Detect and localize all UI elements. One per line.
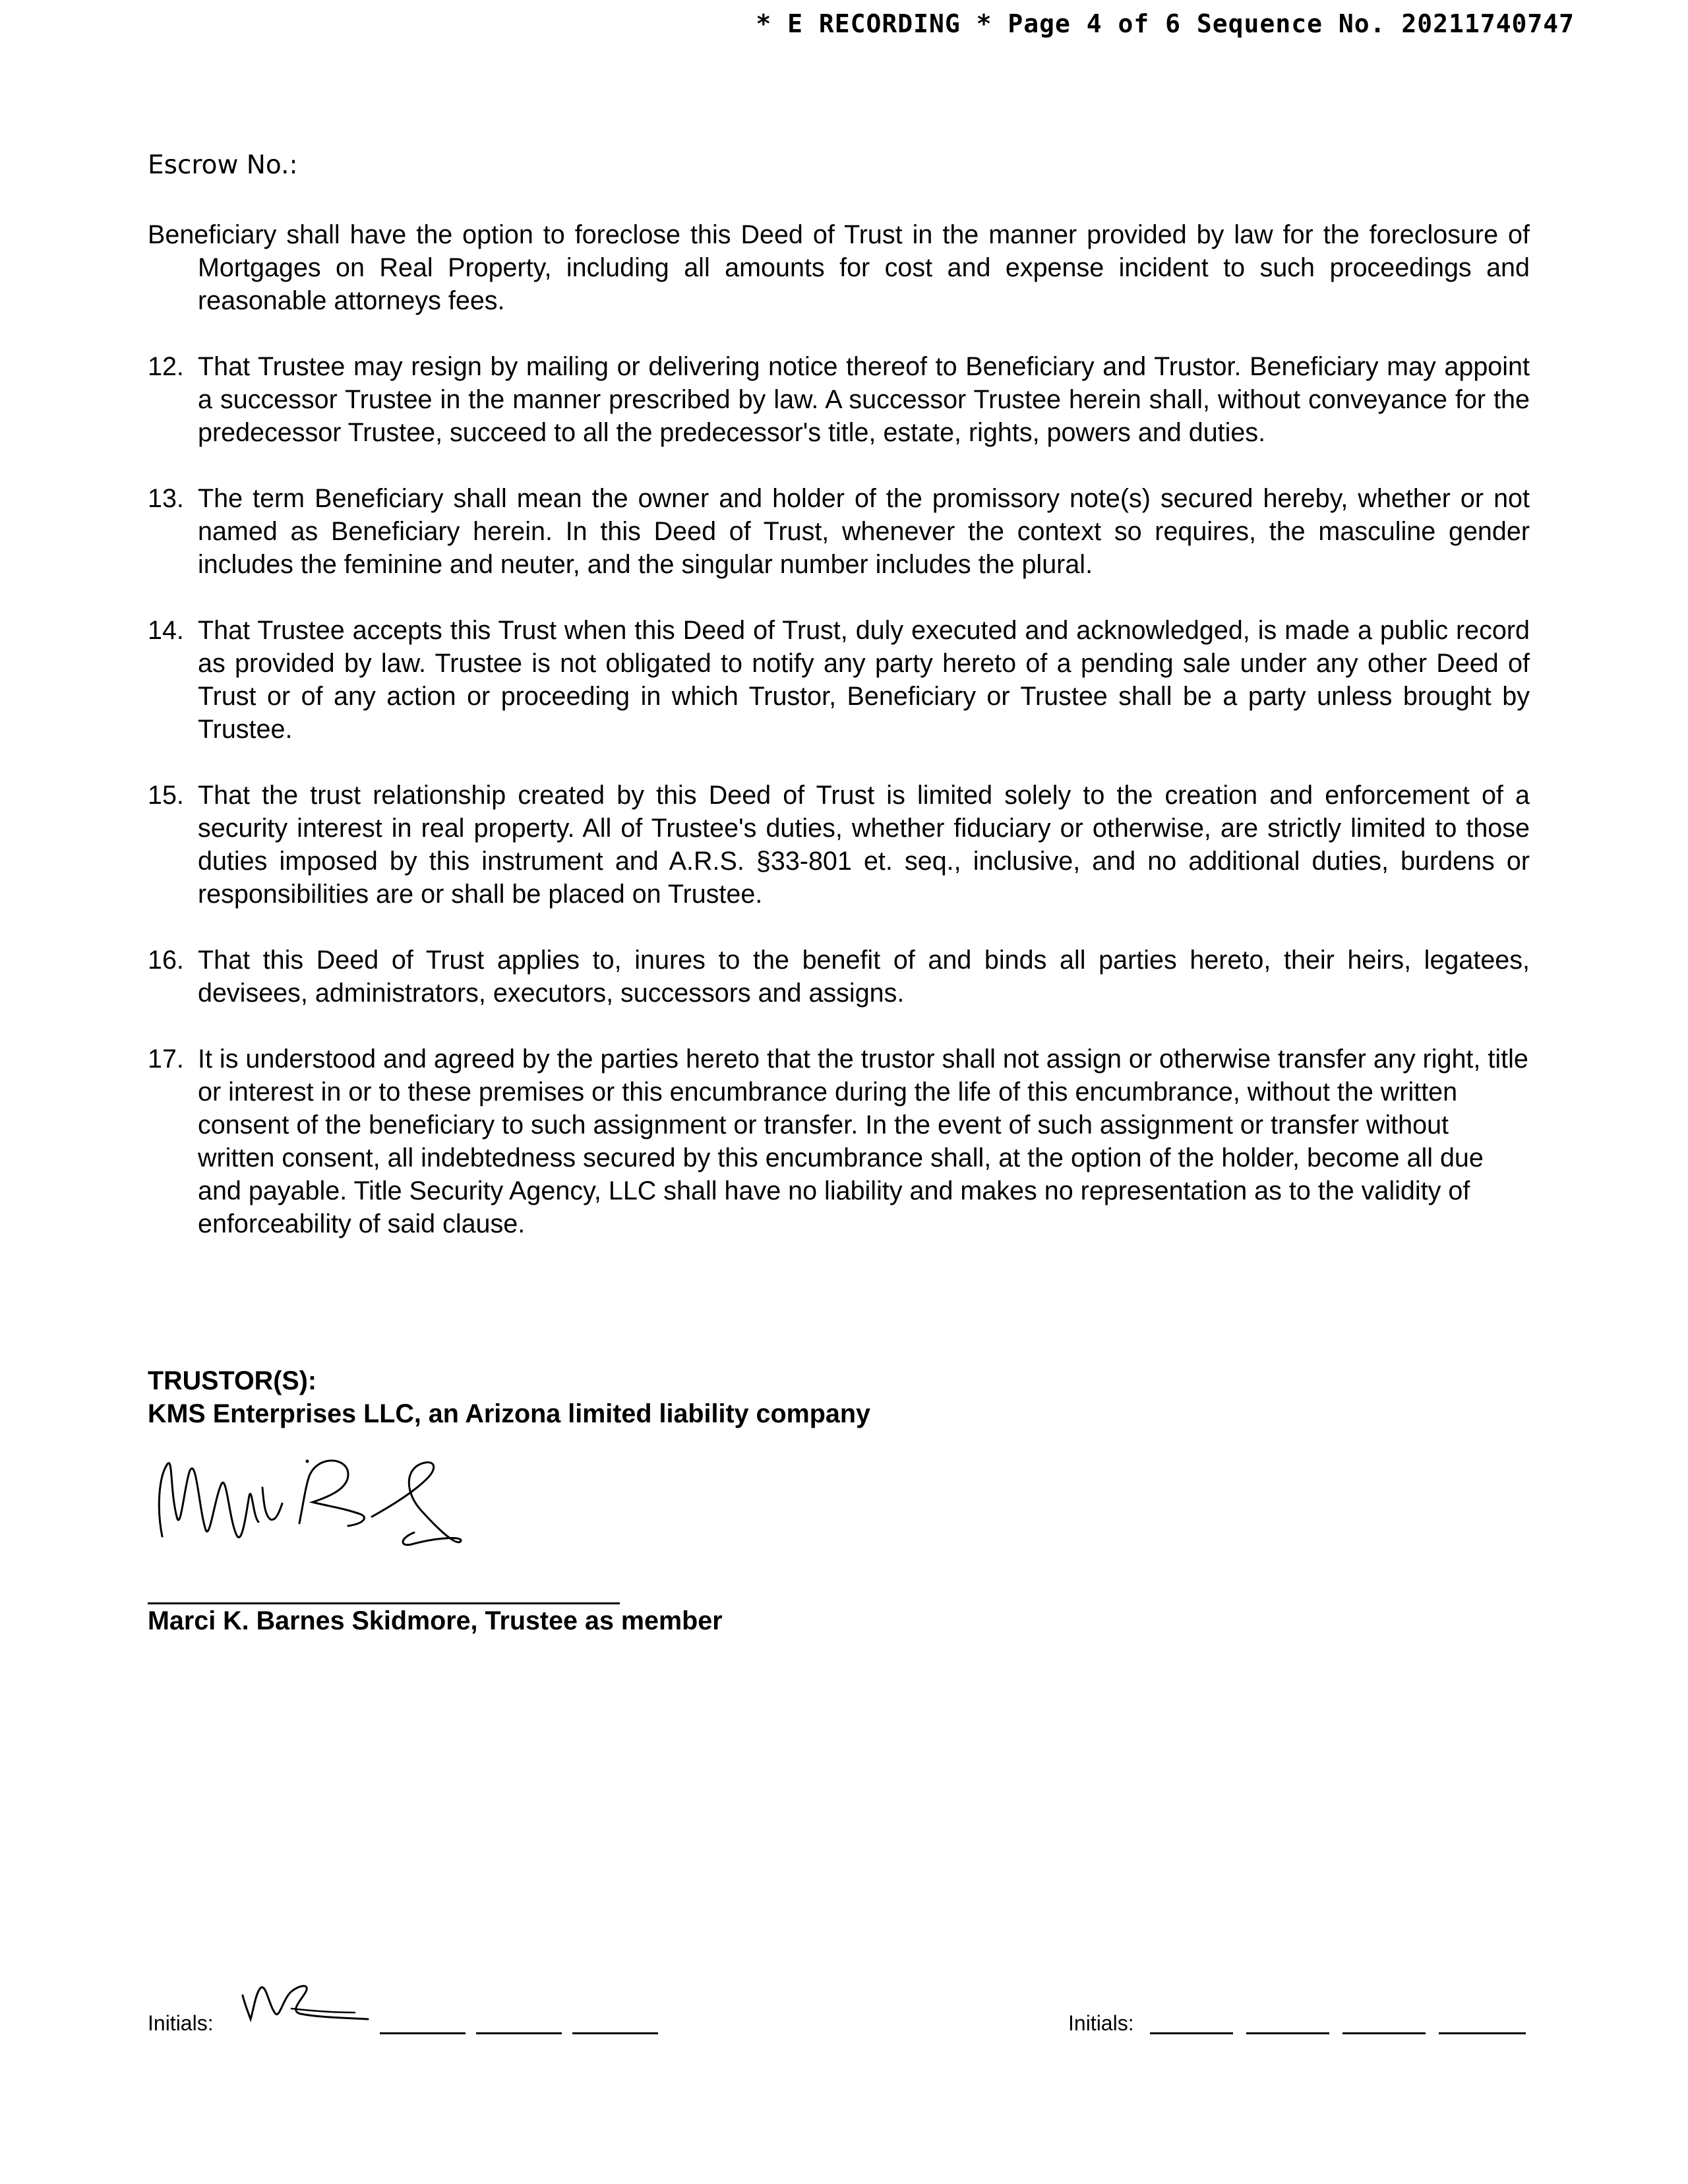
intro-paragraph: Beneficiary shall have the option to foreclose this Deed of Trust in the manner provided by law for the foreclosure of Mortgages on Real Property, including all amounts for cost and expense incident to such proceedings and reasonable attorneys fees. xyxy=(148,220,1530,315)
trustor-entity: KMS Enterprises LLC, an Arizona limited liability company xyxy=(148,1399,870,1428)
trustor-heading: TRUSTOR(S): xyxy=(148,1366,316,1395)
clause-text: That the trust relationship created by this Deed of Trust is limited solely to the creation and enforcement of a security interest in real property. All of Trustee's duties, whether fiduciary or otherwise, are strictly limited to those duties imposed by this instrument and A.R.S. §33-801 et. seq., inclusive, and no additional duties, burdens or responsibilities are or shall be placed on Trustee. xyxy=(198,781,1530,909)
clause-14 xyxy=(148,614,1530,746)
initials-blank[interactable] xyxy=(1246,2032,1329,2034)
right-initials-label: Initials: xyxy=(1068,2011,1134,2035)
initials-blank[interactable] xyxy=(1439,2032,1526,2034)
clause-number: 12. xyxy=(148,352,184,381)
recording-stamp: * E RECORDING * Page 4 of 6 Sequence No. 20211740747 xyxy=(756,9,1575,38)
signer-name: Marci K. Barnes Skidmore, Trustee as member xyxy=(148,1606,723,1635)
clause-15 xyxy=(148,779,1530,911)
clause-text: The term Beneficiary shall mean the owner and holder of the promissory note(s) secured hereby, whether or not named as Beneficiary herein. In this Deed of Trust, whenever the context so requires, the masculine gender includes the feminine and neuter, and the singular number includes the plural. xyxy=(198,484,1530,579)
clause-13 xyxy=(148,482,1530,581)
clause-16 xyxy=(148,944,1530,1010)
clause-12 xyxy=(148,350,1530,449)
clause-number: 14. xyxy=(148,616,184,645)
clause-text: That Trustee accepts this Trust when this Deed of Trust, duly executed and acknowledged, is made a public record as provided by law. Trustee is not obligated to notify any party hereto of a pending sale under any other Deed of Trust or of any action or proceeding in which Trustor, Beneficiary or Trustee shall be a party unless brought by Trustee. xyxy=(198,616,1530,744)
initials-blank[interactable] xyxy=(1150,2032,1233,2034)
initials-blank[interactable] xyxy=(380,2032,466,2034)
initials-blank[interactable] xyxy=(572,2032,658,2034)
clause-number: 15. xyxy=(148,781,184,810)
clause-text: That this Deed of Trust applies to, inures to the benefit of and binds all parties hereto, their heirs, legatees, devisees, administrators, executors, successors and assigns. xyxy=(198,946,1530,1008)
handwritten-initials xyxy=(236,1972,375,2038)
deed-body xyxy=(148,218,1530,1273)
clause-number: 13. xyxy=(148,484,184,513)
initials-blank[interactable] xyxy=(476,2032,562,2034)
handwritten-signature xyxy=(150,1438,586,1569)
initials-blank[interactable] xyxy=(1342,2032,1426,2034)
clause-number: 16. xyxy=(148,946,184,975)
escrow-number-label: Escrow No.: xyxy=(148,150,298,180)
clause-number: 17. xyxy=(148,1045,184,1074)
signature-line xyxy=(148,1602,620,1604)
clause-17 xyxy=(148,1043,1530,1240)
left-initials-label: Initials: xyxy=(148,2011,214,2035)
clause-text: That Trustee may resign by mailing or delivering notice thereof to Beneficiary and Trustor. Beneficiary may appoint a successor Trustee in the manner prescribed by law. A successor Trustee herein shall, without conveyance for the predecessor Trustee, succeed to all the predecessor's title, estate, rights, powers and duties. xyxy=(198,352,1530,447)
clause-text: It is understood and agreed by the parties hereto that the trustor shall not assign or otherwise transfer any right, title or interest in or to these premises or this encumbrance during the life of this encumbrance, without the written consent of the beneficiary to such assignment or transfer. In the event of such assignment or transfer without written consent, all indebtedness secured by this encumbrance shall, at the option of the holder, become all due and payable. Title Security Agency, LLC shall have no liability and makes no representation as to the validity of enforceability of said clause. xyxy=(198,1045,1528,1238)
